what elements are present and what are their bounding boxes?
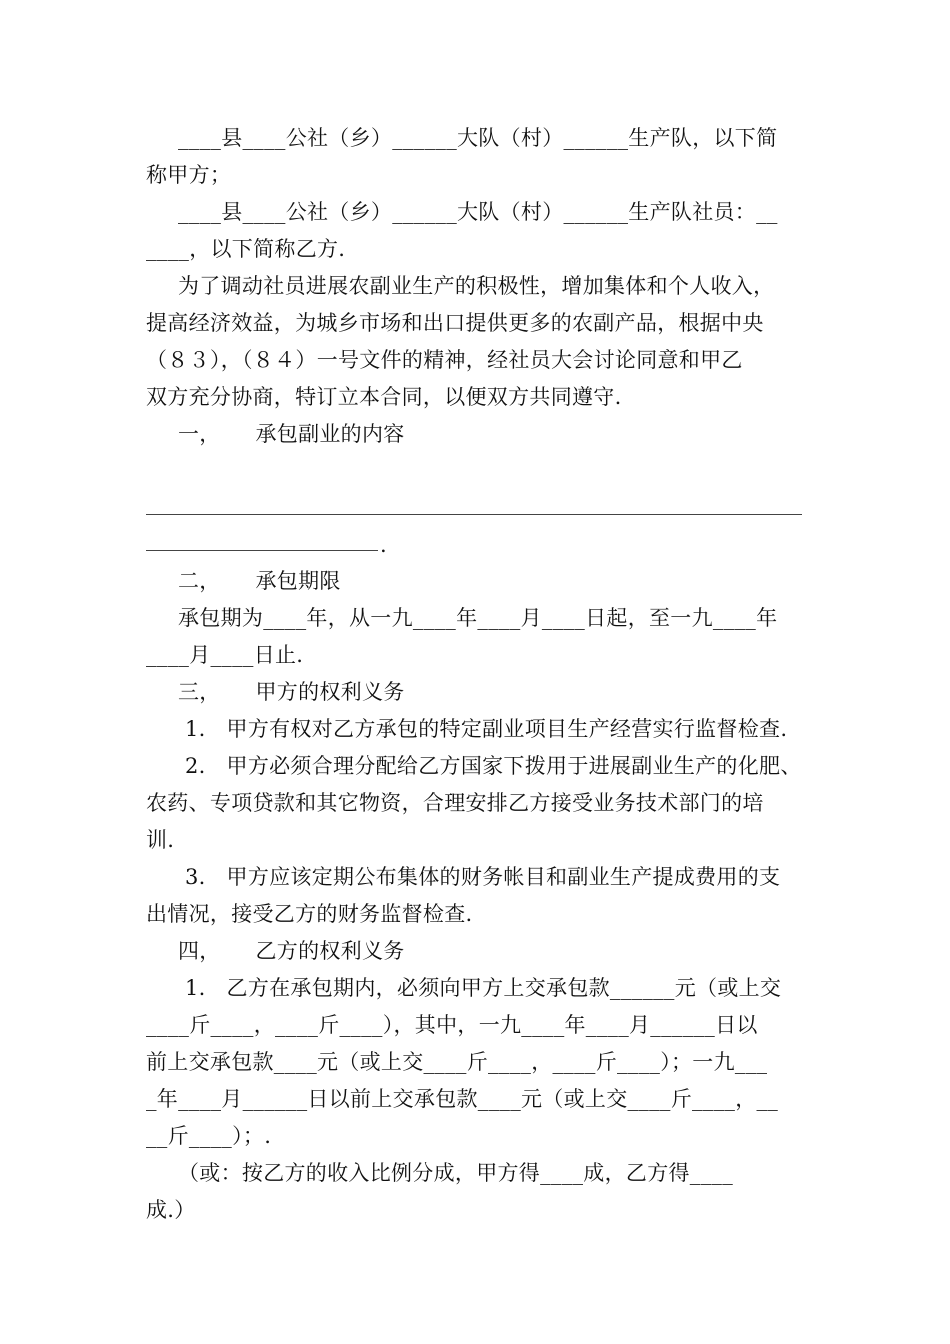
preamble-line-1: 为了调动社员进展农副业生产的积极性，增加集体和个人收入， [178,274,775,298]
section-3-heading: 三， 甲方的权利义务 [178,680,405,704]
ratio-note-line-2: 成.） [146,1198,196,1222]
term-line-2: ____月____日止. [146,643,304,667]
party-b-line-1: ____县____公社（乡）______大队（村）______生产队社员：__ [178,200,778,224]
party-a-clause-3-line-1: 3. 甲方应该定期公布集体的财务帐目和副业生产提成费用的支 [178,865,781,889]
party-a-clause-2-line-3: 训. [146,828,175,852]
preamble-line-3: （８３），（８４）一号文件的精神，经社员大会讨论同意和甲乙 [146,348,743,372]
party-b-clause-1-line-2: ____斤____，____斤____），其中，一九____年____月______日以 [146,1013,758,1037]
party-b-clause-1-line-3: 前上交承包款____元（或上交____斤____，____斤____）；一九___ [146,1050,768,1074]
party-a-line-1: ____县____公社（乡）______大队（村）______生产队，以下简 [178,126,778,150]
party-b-clause-1-line-1: 1. 乙方在承包期内，必须向甲方上交承包款______元（或上交 [178,976,782,1000]
party-a-line-2: 称甲方； [146,163,232,187]
section-2-heading: 二， 承包期限 [178,569,341,593]
section-4-heading: 四， 乙方的权利义务 [178,939,405,963]
preamble-line-2: 提高经济效益，为城乡市场和出口提供更多的农副产品，根据中央 [146,311,764,335]
preamble-line-4: 双方充分协商，特订立本合同，以便双方共同遵守. [146,385,622,409]
blank-fill-line-1 [146,514,802,515]
term-line-1: 承包期为____年，从一九____年____月____日起，至一九____年 [178,606,778,630]
party-b-clause-1-line-5: __斤____）；. [146,1124,272,1148]
blank-fill-line-2 [146,550,378,551]
blank-fill-end: . [380,533,387,557]
ratio-note-line-1: （或：按乙方的收入比例分成，甲方得____成，乙方得____ [178,1161,733,1185]
section-1-heading: 一， 承包副业的内容 [178,422,405,446]
party-a-clause-2-line-2: 农药、专项贷款和其它物资，合理安排乙方接受业务技术部门的培 [146,791,764,815]
party-b-clause-1-line-4: _年____月______日以前上交承包款____元（或上交____斤____，__ [146,1087,779,1111]
party-a-clause-1: 1. 甲方有权对乙方承包的特定副业项目生产经营实行监督检查. [178,717,788,741]
party-a-clause-3-line-2: 出情况，接受乙方的财务监督检查. [146,902,473,926]
party-a-clause-2-line-1: 2. 甲方必须合理分配给乙方国家下拨用于进展副业生产的化肥、 [178,754,802,778]
party-b-line-2: ____，以下简称乙方. [146,237,346,261]
